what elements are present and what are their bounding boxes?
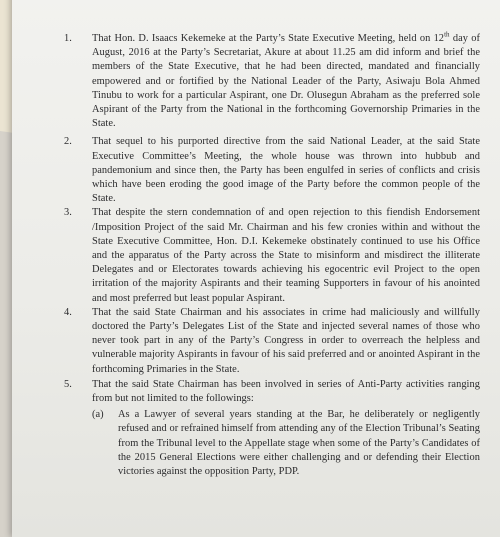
paragraph-text-part: That Hon. D. Isaacs Kekemeke at the Party’s State Executive Meeting, held on 12: [92, 33, 445, 44]
paragraph-text: That sequel to his purported directive from the said National Leader, at the said State Executive Committee’s Meeting, the whole house was thrown into hubbub and pandemonium and since then, the Party has been engulfed in series of conflicts and crisis which have been eroding the good image of the Party before the common people of the State.: [92, 136, 480, 205]
paragraph-text: [92, 32, 480, 131]
paragraph-number: 4.: [64, 306, 72, 318]
subitem-a: [64, 408, 480, 479]
subitem-text: As a Lawyer of several years standing at the Bar, he deliberately or negligently refused and or refrained himself from attending any of the Election Tribunal’s Seating from the Tribunal level to the Appellate stage when some of the Party’s Candidates of the 2015 General Elections were either challenging and or defending their Election victories against the opposition Party, PDP.: [118, 409, 480, 478]
paragraph-text: That despite the stern condemnation of and open rejection to this fiendish Endorsement /Imposition Project of the said Mr. Chairman and his few cronies within and without the State Executive Committee, Hon. D.I. Kekemeke obstinately continued to use his Office and the apparatus of the Party across the State to misinform and misdirect the illiterate Delegates and or Electorates towards achieving his egocentric evil Project to the open irritation of the majority Aspirants and their teaming Supporters in favour of his anointed and most preferred but least popular Aspirant.: [92, 207, 480, 304]
paragraph-text: That the said State Chairman has been involved in series of Anti-Party activities ranging from but not limited to the followings:: [92, 378, 480, 405]
paragraph-1: [64, 32, 480, 131]
paragraph-text-part: day of August, 2016 at the Party’s Secretariat, Akure at about 11.25 am did inform and brief the members of the State Executive, that he had been directed, mandated and financially empowered and or fortified by the National Leader of the Party, Asiwaju Bola Ahmed Tinubu to work for a particular Aspirant, one Dr. Olusegun Abraham as the preferred sole Aspirant of the Party from the National in the forthcoming Governorship Primaries in the State.: [92, 33, 480, 130]
paragraph-number: 2.: [64, 136, 72, 148]
paragraph-number: 5.: [64, 378, 72, 390]
ordinal-suffix: th: [444, 30, 450, 39]
subitem-label: (a): [92, 409, 104, 421]
paragraph-4: [64, 306, 480, 377]
paragraph-text: That the said State Chairman and his associates in crime had maliciously and willfully doctored the Party’s Delegates List of the State and injected several names of those who never took part in any of the Party’s Congress in order to overreach the helpless and vulnerable majority Aspirants in favour of his said preferred and or anointed Aspirant in the forthcoming Primaries in the State.: [92, 306, 480, 375]
paragraph-2: [64, 135, 480, 206]
paragraph-5: [64, 378, 480, 406]
document-page: [12, 0, 500, 537]
paragraph-3: [64, 206, 480, 305]
page-bottom-shadow: [12, 527, 500, 537]
paragraph-number: 3.: [64, 207, 72, 219]
paragraph-number: 1.: [64, 33, 72, 44]
document-body: [64, 32, 480, 479]
